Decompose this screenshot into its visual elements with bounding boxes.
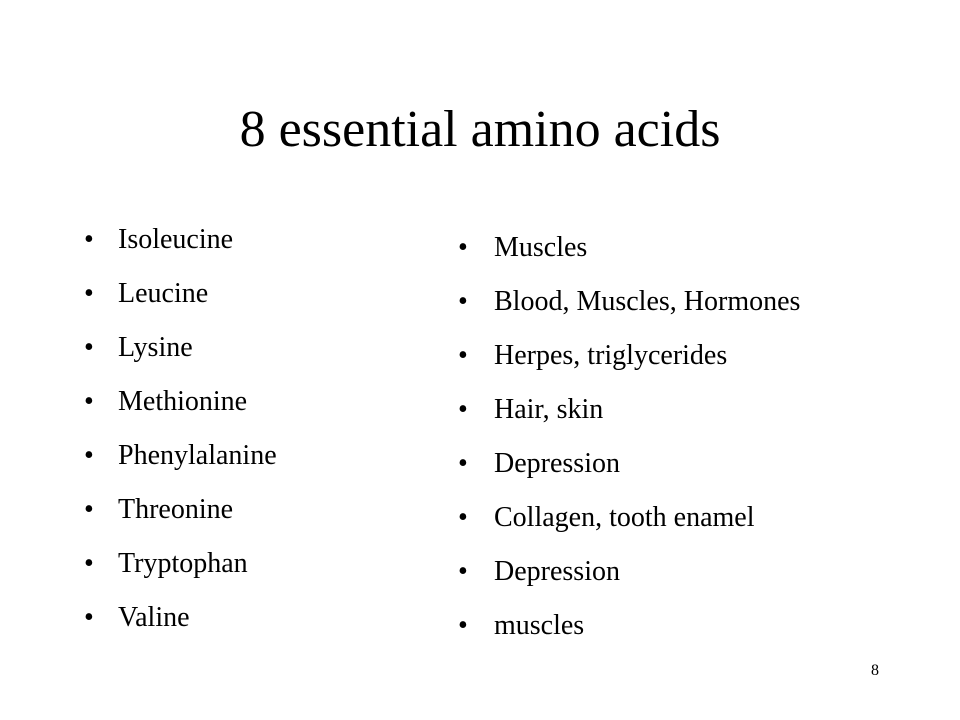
bullet-icon: • [84,602,94,633]
amino-acid-name: Phenylalanine [118,440,277,471]
list-item [458,599,938,653]
amino-acid-name: Threonine [118,494,234,525]
bullet-icon: • [84,440,94,471]
list-item [84,537,414,591]
function-text: Collagen, tooth enamel [494,502,755,533]
list-item [84,483,414,537]
list-item [458,275,938,329]
bullet-icon: • [84,386,94,417]
function-text: Hair, skin [494,394,604,425]
list-item [458,437,938,491]
bullet-icon: • [458,610,468,641]
list-item [84,267,414,321]
bullet-icon: • [458,340,468,371]
bullet-icon: • [458,502,468,533]
bullet-icon: • [84,332,94,363]
bullet-icon: • [458,448,468,479]
list-item [84,375,414,429]
bullet-icon: • [84,224,94,255]
bullet-icon: • [84,278,94,309]
bullet-icon: • [458,556,468,587]
function-text: Muscles [494,232,588,263]
list-item [84,591,414,645]
amino-acid-name: Valine [118,602,190,633]
bullet-icon: • [84,494,94,525]
bullet-icon: • [84,548,94,579]
list-item [458,329,938,383]
list-item [458,383,938,437]
function-text: Depression [494,556,620,587]
bullet-icon: • [458,286,468,317]
amino-acid-name: Tryptophan [118,548,248,579]
list-item [84,321,414,375]
page-number: 8 [871,662,879,679]
list-item [84,213,414,267]
amino-acid-name: Lysine [118,332,193,363]
function-text: Blood, Muscles, Hormones [494,286,801,317]
function-list [458,221,938,653]
list-item [84,429,414,483]
slide-title: 8 essential amino acids [239,101,721,158]
function-text: muscles [494,610,585,641]
bullet-icon: • [458,232,468,263]
amino-acid-name: Leucine [118,278,209,309]
function-text: Herpes, triglycerides [494,340,728,371]
amino-acid-name: Isoleucine [118,224,234,255]
list-item [458,545,938,599]
amino-acid-list [84,213,414,645]
function-text: Depression [494,448,620,479]
list-item [458,491,938,545]
amino-acid-name: Methionine [118,386,248,417]
list-item [458,221,938,275]
bullet-icon: • [458,394,468,425]
